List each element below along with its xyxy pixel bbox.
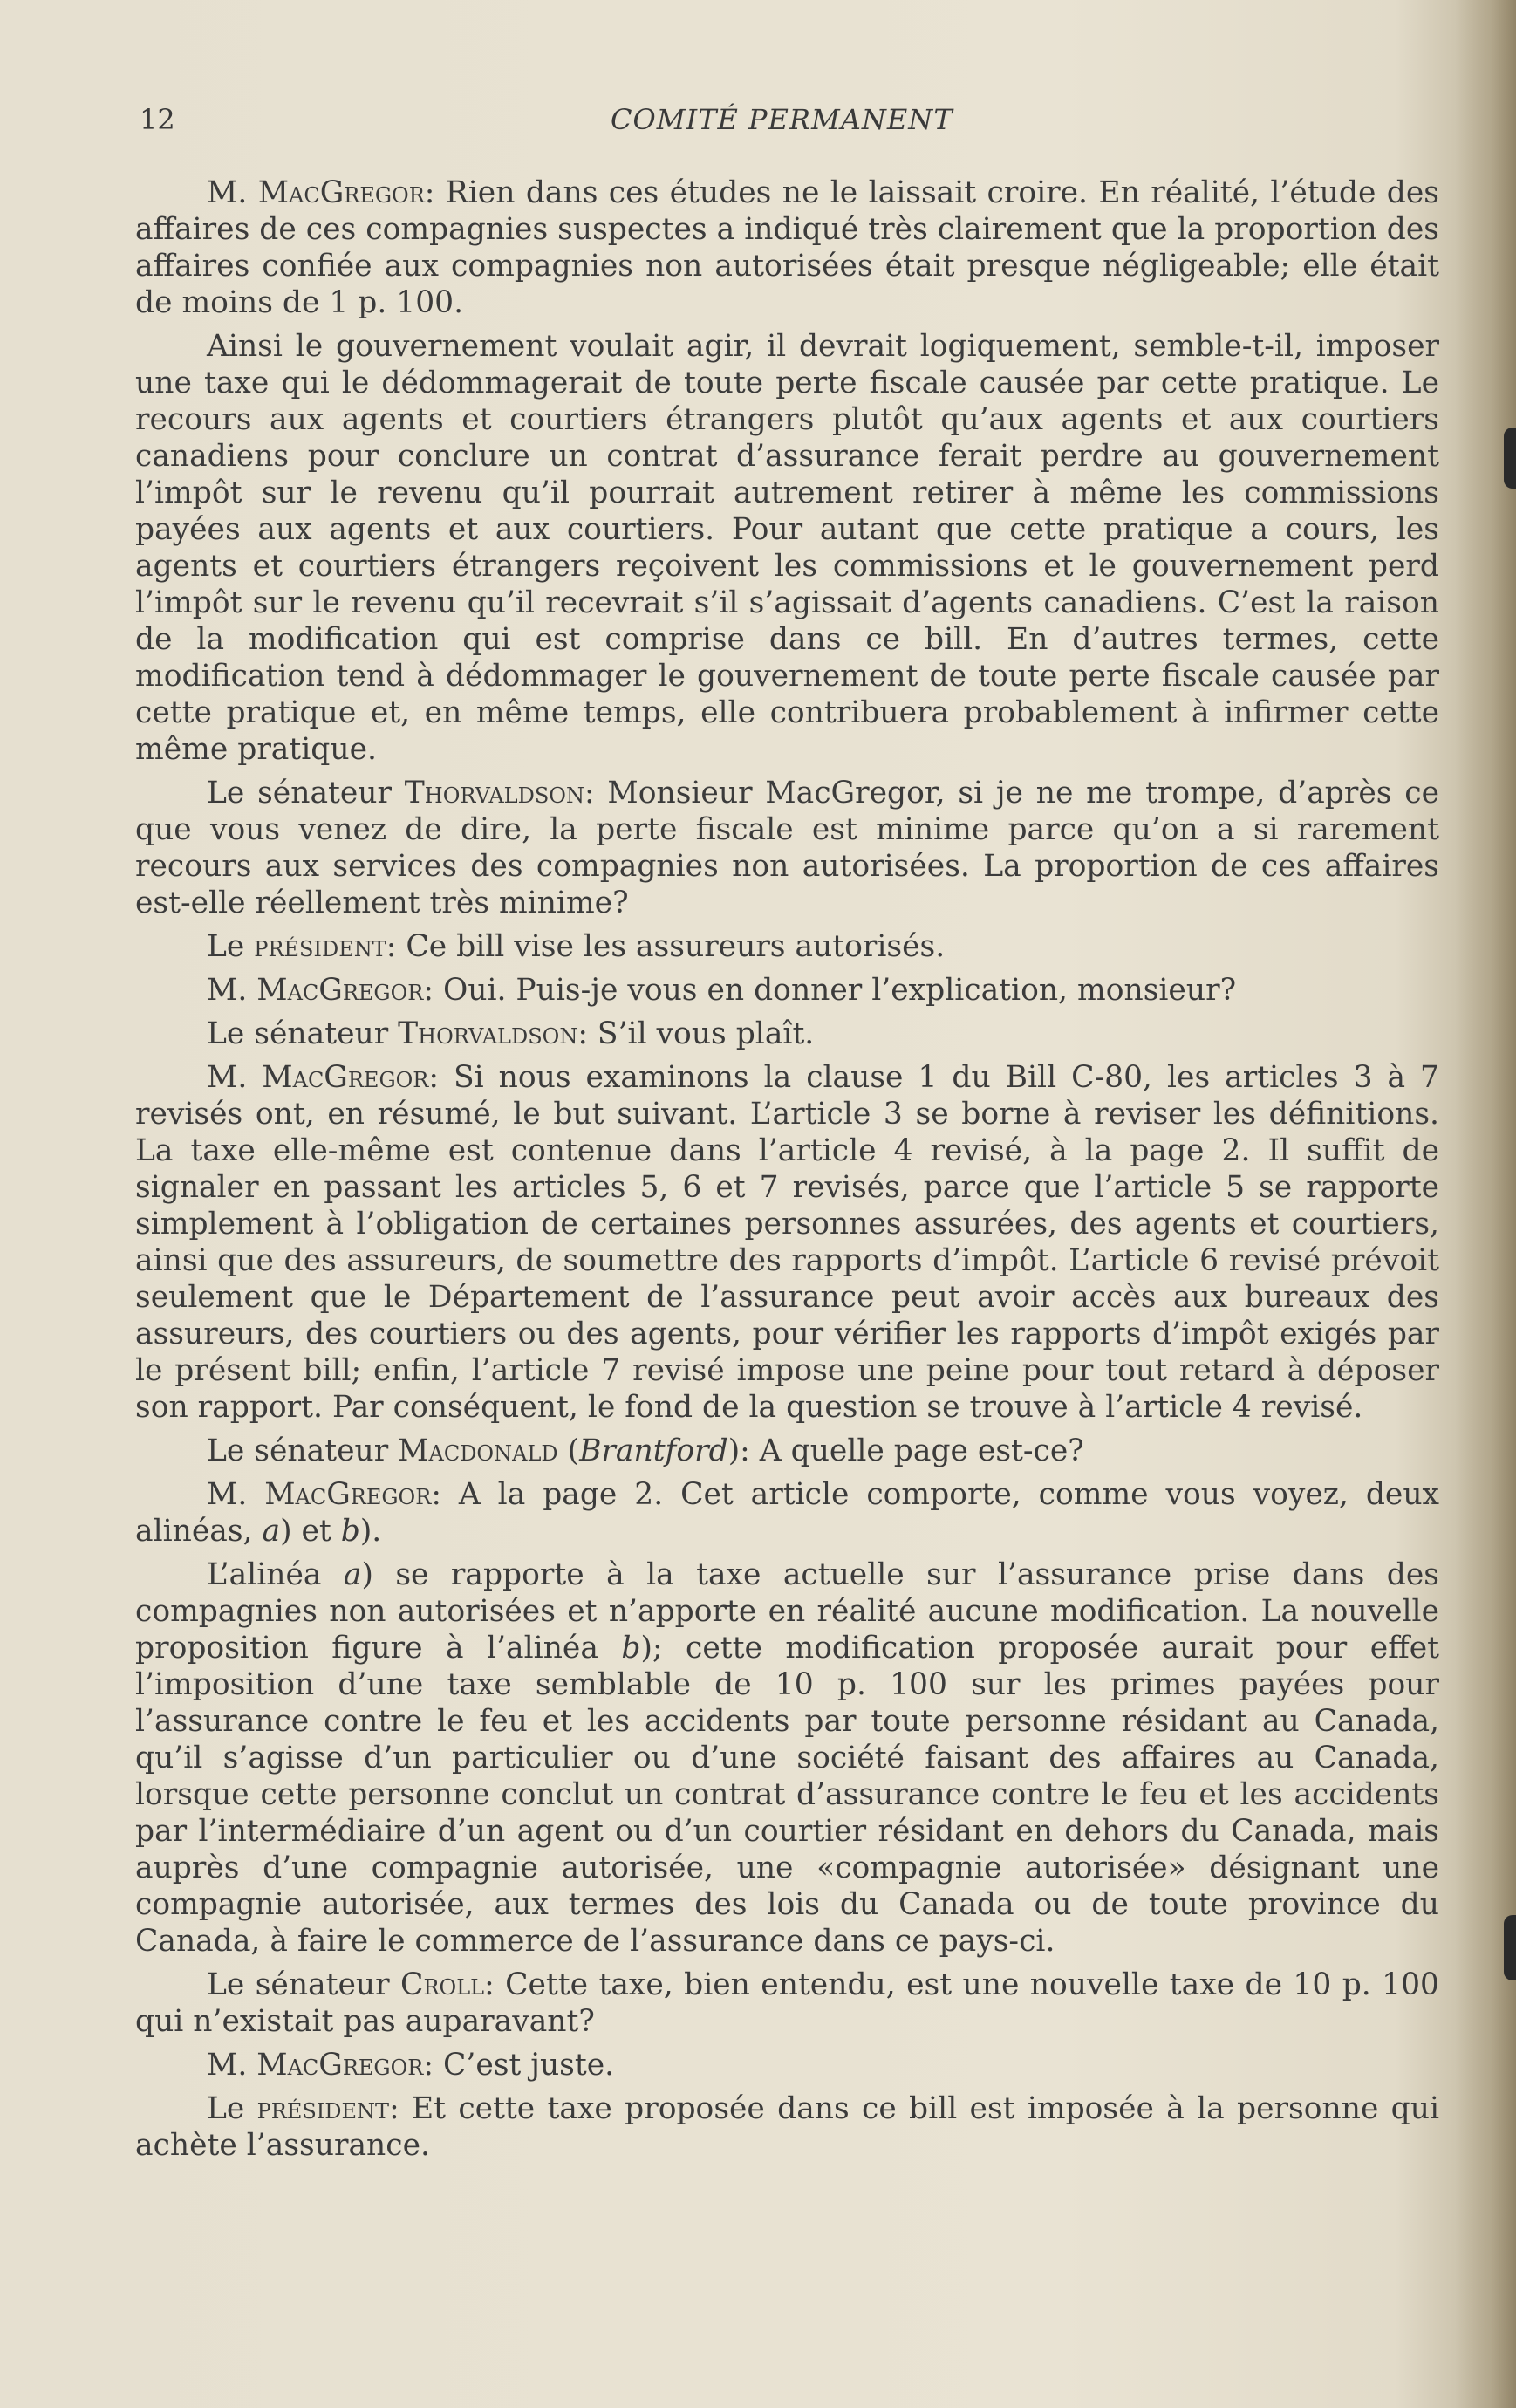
- speaker-name: MacGregor: [264, 1477, 432, 1512]
- paragraph-text: Le sénateur: [207, 1016, 399, 1051]
- speaker-name: Macdonald: [398, 1433, 558, 1468]
- paragraph: [135, 1433, 1439, 1469]
- paragraph-text: : Monsieur MacGregor, si je ne me trompe, d’après ce que vous venez de dire, la perte fiscale est minime parce qu’on a si rarement recours aux services des compagnies non autorisées. La proportion de ces affaires est-elle réellement très minime?: [135, 776, 1439, 920]
- italic-text: a: [262, 1514, 281, 1549]
- paragraph-text: L’alinéa: [207, 1557, 344, 1592]
- paragraph-text: : Rien dans ces études ne le laissait croire. En réalité, l’étude des affaires de ces compagnies suspectes a indiqué très clairement que la proportion des affaires confiée aux compagnies non autorisées était presque négligeable; elle était de moins de 1 p. 100.: [135, 175, 1439, 320]
- paragraph: [135, 1059, 1439, 1426]
- page-edge-shadow: [1455, 0, 1516, 2408]
- paragraph-text: M.: [207, 1060, 263, 1095]
- paragraph-text: Le sénateur: [207, 776, 405, 811]
- speaker-name: MacGregor: [257, 175, 425, 210]
- speaker-name: Thorvaldson: [398, 1016, 578, 1051]
- paragraph-text: M.: [207, 1477, 265, 1512]
- paragraph-text: : Si nous examinons la clause 1 du Bill C-80, les articles 3 à 7 revisés ont, en résumé, le but suivant. L’article 3 se borne à reviser les définitions. La taxe elle-même est contenue dans l’article 4 revisé, à la page 2. Il suffit de signaler en passant les articles 5, 6 et 7 revisés, parce que l’article 5 se rapporte simplement à l’obligation de certaines personnes assurées, des agents et courtiers, ainsi que des assureurs, de soumettre des rapports d’impôt. L’article 6 revisé prévoit seulement que le Département de l’assurance peut avoir accès aux bureaux des assureurs, des courtiers ou des agents, pour vérifier les rapports d’impôt exigés par le présent bill; enfin, l’article 7 revisé impose une peine pour tout retard à déposer son rapport. Par conséquent, le fond de la question se trouve à l’article 4 revisé.: [135, 1060, 1439, 1425]
- speaker-name: MacGregor: [256, 2048, 424, 2083]
- paragraph-text: : Oui. Puis-je vous en donner l’explication, monsieur?: [423, 973, 1237, 1008]
- italic-text: Brantford: [579, 1433, 728, 1468]
- paragraph-text: : A la page 2. Cet article comporte, comme vous voyez, deux alinéas,: [135, 1477, 1439, 1549]
- paragraph-text: : C’est juste.: [423, 2048, 615, 2083]
- paragraph-text: (: [557, 1433, 580, 1468]
- paragraph: [135, 2047, 1439, 2083]
- page-header: [140, 103, 1448, 147]
- paragraph-text: Le sénateur: [207, 1967, 401, 2002]
- italic-text: a: [343, 1557, 362, 1592]
- paragraph-text: M.: [207, 175, 258, 210]
- paragraph-text: M.: [207, 973, 257, 1008]
- paragraph-text: ) et: [280, 1514, 341, 1549]
- speaker-name: Thorvaldson: [404, 776, 584, 811]
- italic-text: b: [340, 1514, 360, 1549]
- running-title: COMITÉ PERMANENT: [611, 103, 953, 136]
- paragraph-text: M.: [207, 2048, 257, 2083]
- speaker-name: MacGregor: [256, 973, 424, 1008]
- speaker-name: MacGregor: [262, 1060, 429, 1095]
- paragraph-text: : Ce bill vise les assureurs autorisés.: [386, 929, 946, 964]
- paragraph-text: Ainsi le gouvernement voulait agir, il devrait logiquement, semble-t-il, imposer une taxe qui le dédommagerait de toute perte fiscale causée par cette pratique. Le recours aux agents et courtiers étrangers plutôt qu’aux agents et aux courtiers canadiens pour conclure un contrat d’assurance ferait perdre au gouvernement l’impôt sur le revenu qu’il pourrait autrement retirer à même les commissions payées aux agents et aux courtiers. Pour autant que cette pratique a cours, les agents et courtiers étrangers reçoivent les commissions et le gouvernement perd l’impôt sur le revenu qu’il recevrait s’il s’agissait d’agents canadiens. C’est la raison de la modification qui est comprise dans ce bill. En d’autres termes, cette modification tend à dédommager le gouvernement de toute perte fiscale causée par cette pratique et, en même temps, elle contribuera probablement à infirmer cette même pratique.: [135, 329, 1439, 767]
- paragraph-text: : Cette taxe, bien entendu, est une nouvelle taxe de 10 p. 100 qui n’existait pas auparavant?: [135, 1967, 1439, 2039]
- binding-mark-upper: [1504, 428, 1516, 489]
- binding-mark-lower: [1504, 1915, 1516, 1980]
- paragraph-text: Le: [207, 929, 255, 964]
- paragraph: [135, 1476, 1439, 1549]
- paragraph: [135, 328, 1439, 768]
- paragraph: [135, 972, 1439, 1009]
- paragraph-text: : S’il vous plaît.: [577, 1016, 815, 1051]
- paragraph-text: ).: [359, 1514, 382, 1549]
- paragraph-text: ) se rapporte à la taxe actuelle sur l’assurance prise dans des compagnies non autorisées et n’apporte en réalité aucune modification. La nouvelle proposition figure à l’alinéa: [135, 1557, 1439, 1666]
- paragraph-text: : Et cette taxe proposée dans ce bill est imposée à la personne qui achète l’assurance.: [135, 2091, 1439, 2163]
- paragraph: [135, 775, 1439, 921]
- paragraph-text: ); cette modification proposée aurait pour effet l’imposition d’une taxe semblable de 10 p. 100 sur les primes payées pour l’assurance contre le feu et les accidents par toute personne résidant au Canada, qu’il s’agisse d’un particulier ou d’une société faisant des affaires au Canada, lorsque cette personne conclut un contrat d’assurance contre le feu et les accidents par l’intermédiaire d’un agent ou d’un courtier résidant en dehors du Canada, mais auprès d’une compagnie autorisée, une «compagnie autorisée» désignant une compagnie autorisée, aux termes des lois du Canada ou de toute province du Canada, à faire le commerce de l’assurance dans ce pays-ci.: [135, 1631, 1439, 1959]
- paragraph-text: ): A quelle page est-ce?: [727, 1433, 1084, 1468]
- speaker-name: Croll: [400, 1967, 485, 2002]
- transcript-body: [135, 174, 1439, 2171]
- paragraph: [135, 1967, 1439, 2040]
- paragraph: [135, 1016, 1439, 1052]
- paragraph: [135, 1556, 1439, 1960]
- page-number: 12: [140, 103, 175, 136]
- italic-text: b: [621, 1631, 641, 1666]
- paragraph-text: Le sénateur: [207, 1433, 399, 1468]
- paragraph: [135, 928, 1439, 965]
- paragraph-text: Le: [207, 2091, 257, 2126]
- paragraph: [135, 2090, 1439, 2164]
- paragraph: [135, 174, 1439, 321]
- speaker-name: président: [256, 2091, 390, 2126]
- speaker-name: président: [254, 929, 386, 964]
